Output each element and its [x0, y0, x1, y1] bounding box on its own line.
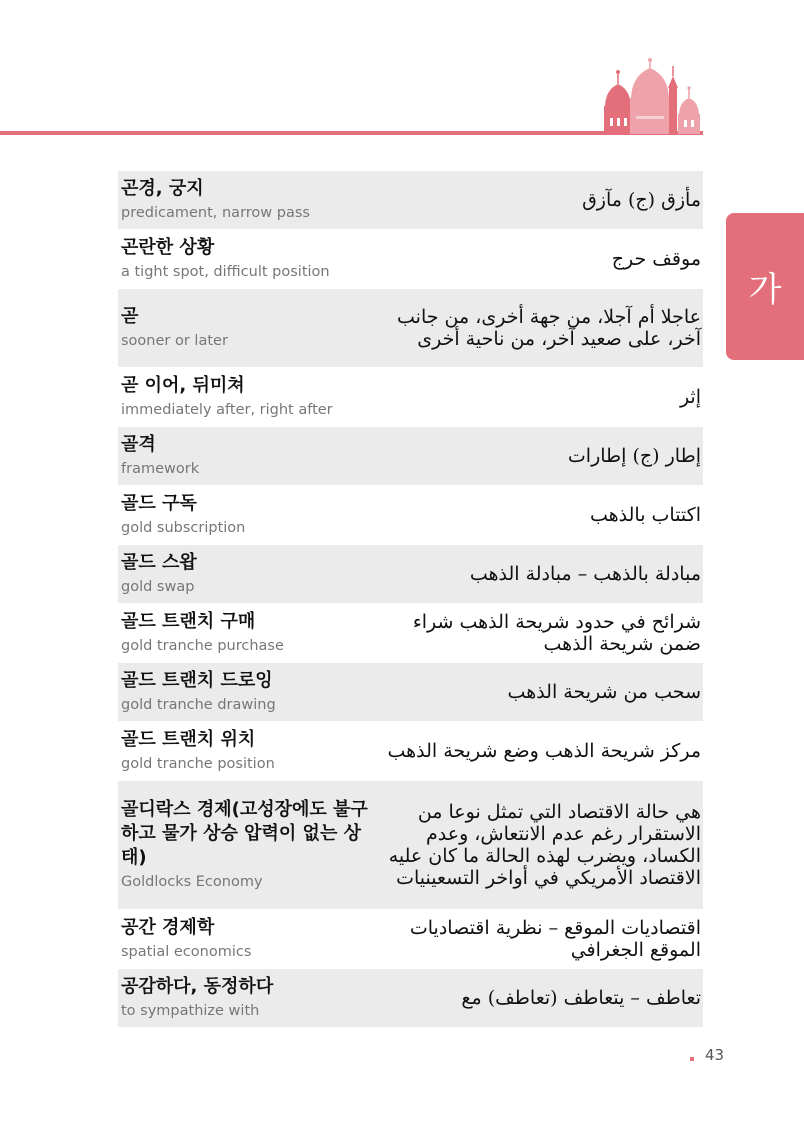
table-row [118, 781, 703, 909]
section-tab [726, 213, 804, 360]
english-translation: gold tranche drawing [121, 697, 276, 713]
korean-term: 골드 구독 [121, 493, 197, 514]
arabic-translation: شرائح في حدود شريحة الذهب شراء ضمن شريحة الذهب [412, 611, 701, 655]
term-cell [121, 669, 376, 715]
table-row [118, 171, 703, 229]
table-row [118, 486, 703, 544]
english-translation: to sympathize with [121, 1003, 260, 1019]
arabic-translation: اقتصاديات الموقع – نظرية اقتصاديات الموقع الجغرافي [409, 917, 701, 961]
table-row [118, 545, 703, 603]
korean-term: 골드 트랜치 드로잉 [121, 670, 273, 691]
term-cell [121, 305, 376, 351]
english-translation: framework [121, 461, 200, 477]
english-translation: sooner or later [121, 333, 228, 349]
table-row [118, 663, 703, 721]
korean-term: 곧 이어, 뒤미쳐 [121, 375, 245, 396]
glossary-table [118, 171, 703, 1028]
korean-term: 곤란한 상황 [121, 237, 215, 258]
header-rule [0, 131, 703, 135]
table-row [118, 969, 703, 1027]
term-cell [121, 492, 376, 538]
table-row [118, 289, 703, 367]
korean-term: 골드 트랜치 구매 [121, 611, 256, 632]
arabic-translation: إثر [679, 386, 701, 408]
term-cell [121, 177, 376, 223]
korean-term: 곧 [121, 306, 139, 327]
korean-term: 골드 스왑 [121, 552, 197, 573]
arabic-translation: مركز شريحة الذهب وضع شريحة الذهب [387, 740, 701, 762]
arabic-translation: موقف حرج [611, 248, 701, 270]
section-tab-letter: 가 [748, 270, 782, 310]
korean-term: 골격 [121, 434, 156, 455]
korean-term: 골드 트랜치 위치 [121, 729, 256, 750]
english-translation: gold swap [121, 579, 195, 595]
term-cell [121, 728, 376, 774]
korean-term: 곤경, 궁지 [121, 178, 204, 199]
term-cell [121, 916, 376, 962]
mosque-icon [600, 58, 704, 134]
page-number-text: 43 [705, 1046, 725, 1064]
arabic-translation: مأزق (ج) مآزق [582, 189, 701, 211]
term-cell [121, 798, 376, 892]
english-translation: immediately after, right after [121, 402, 333, 418]
arabic-translation: سحب من شريحة الذهب [507, 681, 701, 703]
arabic-translation: تعاطف – يتعاطف (تعاطف) مع [461, 987, 701, 1009]
term-cell [121, 374, 376, 420]
term-cell [121, 551, 376, 597]
table-row [118, 910, 703, 968]
english-translation: predicament, narrow pass [121, 205, 310, 221]
table-row [118, 427, 703, 485]
term-cell [121, 975, 376, 1021]
arabic-translation: مبادلة بالذهب – مبادلة الذهب [469, 563, 701, 585]
korean-term: 공감하다, 동정하다 [121, 976, 274, 997]
page-number-dot [690, 1057, 694, 1061]
table-row [118, 722, 703, 780]
table-row [118, 230, 703, 288]
arabic-translation: اكتتاب بالذهب [589, 504, 701, 526]
table-row [118, 368, 703, 426]
english-translation: spatial economics [121, 944, 252, 960]
table-row [118, 604, 703, 662]
term-cell [121, 433, 376, 479]
english-translation: gold tranche purchase [121, 638, 284, 654]
english-translation: a tight spot, difficult position [121, 264, 330, 280]
arabic-translation: إطار (ج) إطارات [567, 445, 701, 467]
korean-term: 골디락스 경제(고성장에도 불구하고 물가 상승 압력이 없는 상태) [121, 799, 368, 868]
english-translation: gold tranche position [121, 756, 275, 772]
english-translation: gold subscription [121, 520, 246, 536]
term-cell [121, 610, 376, 656]
english-translation: Goldlocks Economy [121, 874, 263, 890]
arabic-translation: هي حالة الاقتصاد التي تمثل نوعا من الاستقرار رغم عدم الانتعاش، وعدم الكساد، ويضرب لهذه الحالة ما كان عليه الاقتصاد الأمريكي في أواخر التسعينيات [388, 801, 701, 889]
korean-term: 공간 경제학 [121, 917, 215, 938]
page-number [690, 1046, 724, 1064]
arabic-translation: عاجلا أم آجلا، من جهة أخرى، من جانب آخر، على صعيد آخر، من ناحية أخرى [397, 306, 701, 350]
term-cell [121, 236, 376, 282]
